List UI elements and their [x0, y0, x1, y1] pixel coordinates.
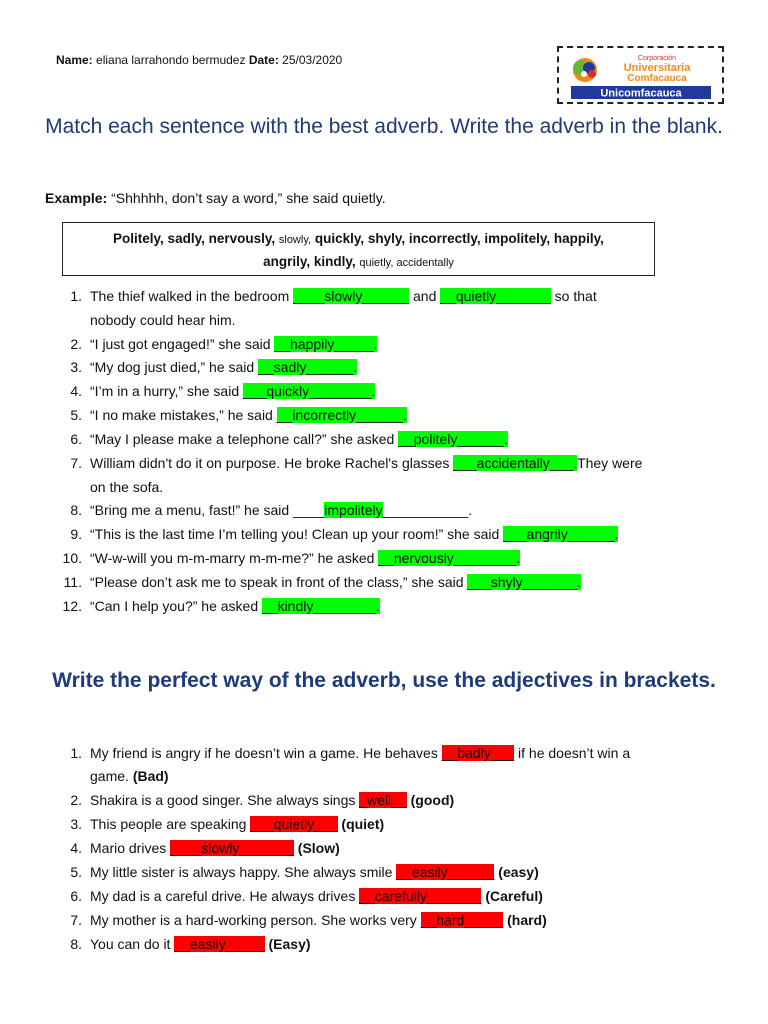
- item-number: 12.: [62, 598, 82, 614]
- item-text: [90, 526, 618, 542]
- date-label: Date:: [248, 53, 279, 67]
- logo-brand: Unicomfacauca: [600, 87, 682, 100]
- logo-line1: Corporación: [637, 55, 677, 62]
- item-number: 10.: [62, 550, 82, 566]
- item-number: 1.: [70, 745, 82, 761]
- logo-emblem-icon: [573, 58, 597, 82]
- adjective-hint: (Bad): [132, 768, 169, 784]
- item-text: [90, 816, 384, 832]
- item-number: 8.: [70, 502, 82, 518]
- item-number: 8.: [70, 936, 82, 952]
- answer-blank[interactable]: __easily_____: [174, 936, 265, 952]
- item-number: 3.: [70, 359, 82, 375]
- word-bank-part: Politely, sadly, nervously,: [113, 231, 276, 246]
- item-prefix: You can do it: [90, 936, 175, 952]
- answer-blank[interactable]: __carefully_______: [359, 888, 482, 904]
- item-text: [90, 745, 630, 761]
- logo-line3: Comfacauca: [627, 73, 687, 84]
- adjective-hint: (easy): [498, 864, 539, 880]
- answer-blank[interactable]: __kindly________.: [262, 598, 380, 614]
- section1-title: Match each sentence with the best adverb. Write the adverb in the blank.: [45, 115, 723, 138]
- word-bank-line2: [63, 251, 654, 274]
- answer-blank[interactable]: ___shyly_______.: [467, 574, 582, 590]
- item-text: [90, 383, 375, 399]
- logo-line2: Universitaria: [623, 62, 691, 74]
- item-text: [90, 912, 547, 928]
- answer-blank[interactable]: __incorrectly______.: [276, 407, 407, 423]
- item-number: 2.: [70, 792, 82, 808]
- adjective-hint: (hard): [507, 912, 547, 928]
- item-number: 7.: [70, 912, 82, 928]
- item-text: [90, 455, 642, 471]
- item-text: [90, 840, 340, 856]
- institution-logo: [557, 46, 724, 104]
- answer-blank[interactable]: __nervously________.: [378, 550, 520, 566]
- item-prefix: “Please don’t ask me to speak in front of the class,” she said: [90, 574, 468, 590]
- example-text: “Shhhhh, don’t say a word,” she said quietly.: [111, 190, 386, 206]
- item-text: [90, 598, 380, 614]
- item-continuation: on the sofa.: [90, 479, 164, 495]
- item-number: 2.: [70, 336, 82, 352]
- answer-blank[interactable]: __sadly______.: [258, 359, 357, 375]
- answer-blank[interactable]: __easily______: [396, 864, 495, 880]
- name-value: eliana larrahondo bermudez: [96, 53, 246, 67]
- item-continuation: [90, 768, 169, 784]
- student-info: [56, 53, 342, 67]
- item-prefix: This people are speaking: [90, 816, 251, 832]
- item-number: 1.: [70, 288, 82, 304]
- item-number: 5.: [70, 407, 82, 423]
- item-prefix: Mario drives: [90, 840, 171, 856]
- item-prefix: “Bring me a menu, fast!” he said ____: [90, 502, 325, 518]
- item-prefix: My dad is a careful drive. He always drives: [90, 888, 360, 904]
- item-number: 11.: [63, 574, 82, 590]
- item-text: [90, 336, 377, 352]
- adjective-hint: (good): [410, 792, 455, 808]
- item-prefix: “May I please make a telephone call?” she asked: [90, 431, 399, 447]
- item-prefix: The thief walked in the bedroom: [90, 288, 294, 304]
- adjective-hint: (quiet): [341, 816, 385, 832]
- answer-blank[interactable]: ___accidentally___.: [453, 455, 578, 471]
- example-label: Example:: [45, 190, 108, 206]
- answer-blank[interactable]: ___angrily______.: [503, 526, 619, 542]
- item-number: 6.: [70, 888, 82, 904]
- item-prefix: “I just got engaged!” she said: [90, 336, 275, 352]
- answer-blank[interactable]: __politely______.: [398, 431, 508, 447]
- item-number: 5.: [70, 864, 82, 880]
- answer-blank[interactable]: _well__: [359, 792, 407, 808]
- item-text: [90, 888, 543, 904]
- answer-blank[interactable]: impolitely: [324, 502, 383, 518]
- word-bank-part: quickly, shyly, incorrectly, impolitely, happily,: [314, 231, 604, 246]
- item-prefix: My friend is angry if he doesn’t win a game. He behaves: [90, 745, 442, 761]
- item-text: [90, 574, 581, 590]
- item-prefix: William didn't do it on purpose. He broke Rachel's glasses: [90, 455, 454, 471]
- adjective-hint: (Slow): [297, 840, 340, 856]
- answer-blank[interactable]: ___quietly___: [250, 816, 338, 832]
- item-prefix: My mother is a hard-working person. She works very: [90, 912, 421, 928]
- item-text: [90, 550, 520, 566]
- item-middle: and: [409, 288, 441, 304]
- answer-blank[interactable]: ___quickly________.: [243, 383, 376, 399]
- item-text: [90, 407, 407, 423]
- item-number: 4.: [70, 383, 82, 399]
- item-prefix: “My dog just died,” he said: [90, 359, 259, 375]
- answer-blank[interactable]: __quietly_______: [440, 288, 551, 304]
- name-label: Name:: [56, 53, 93, 67]
- word-bank: [62, 222, 655, 276]
- item-continuation: nobody could hear him.: [90, 312, 236, 328]
- item-suffix: if he doesn’t win a: [514, 745, 631, 761]
- item-text: [90, 359, 357, 375]
- item-prefix: “I no make mistakes,” he said: [90, 407, 277, 423]
- section2-title: Write the perfect way of the adverb, use the adjectives in brackets.: [52, 669, 716, 692]
- item-number: 7.: [70, 455, 82, 471]
- item-text: [90, 936, 311, 952]
- word-bank-part: slowly,: [278, 234, 312, 246]
- item-text: [90, 502, 472, 518]
- answer-blank[interactable]: ____slowly______: [293, 288, 410, 304]
- item-number: 4.: [70, 840, 82, 856]
- item-text: [90, 288, 597, 304]
- item-suffix: ___________.: [382, 502, 473, 518]
- item-text: [90, 864, 539, 880]
- adjective-hint: (Careful): [485, 888, 543, 904]
- item-text: [90, 431, 508, 447]
- adjective-hint: (Easy): [268, 936, 311, 952]
- item-prefix: My little sister is always happy. She always smile: [90, 864, 397, 880]
- item-number: 3.: [70, 816, 82, 832]
- item-prefix: “Can I help you?” he asked: [90, 598, 262, 614]
- item-prefix: “This is the last time I’m telling you! Clean up your room!” she said: [90, 526, 504, 542]
- answer-blank[interactable]: __badly___: [441, 745, 515, 761]
- answer-blank[interactable]: __hard_____: [420, 912, 504, 928]
- example-line: [45, 190, 386, 206]
- item-continuation-text: game.: [90, 768, 133, 784]
- item-prefix: “W-w-will you m-m-marry m-m-me?” he asked: [90, 550, 379, 566]
- item-suffix: They were: [577, 455, 643, 471]
- item-number: 6.: [70, 431, 82, 447]
- item-prefix: Shakira is a good singer. She always sings: [90, 792, 360, 808]
- answer-blank[interactable]: ____slowly_______: [170, 840, 294, 856]
- date-value: 25/03/2020: [282, 53, 343, 67]
- item-number: 9.: [70, 526, 82, 542]
- word-bank-part: angrily, kindly,: [263, 254, 356, 269]
- item-prefix: “I’m in a hurry,” she said: [90, 383, 244, 399]
- word-bank-line1: [63, 228, 654, 251]
- word-bank-part: quietly, accidentally: [359, 257, 454, 269]
- item-text: [90, 792, 454, 808]
- answer-blank[interactable]: __happily_____.: [274, 336, 378, 352]
- item-suffix: so that: [550, 288, 597, 304]
